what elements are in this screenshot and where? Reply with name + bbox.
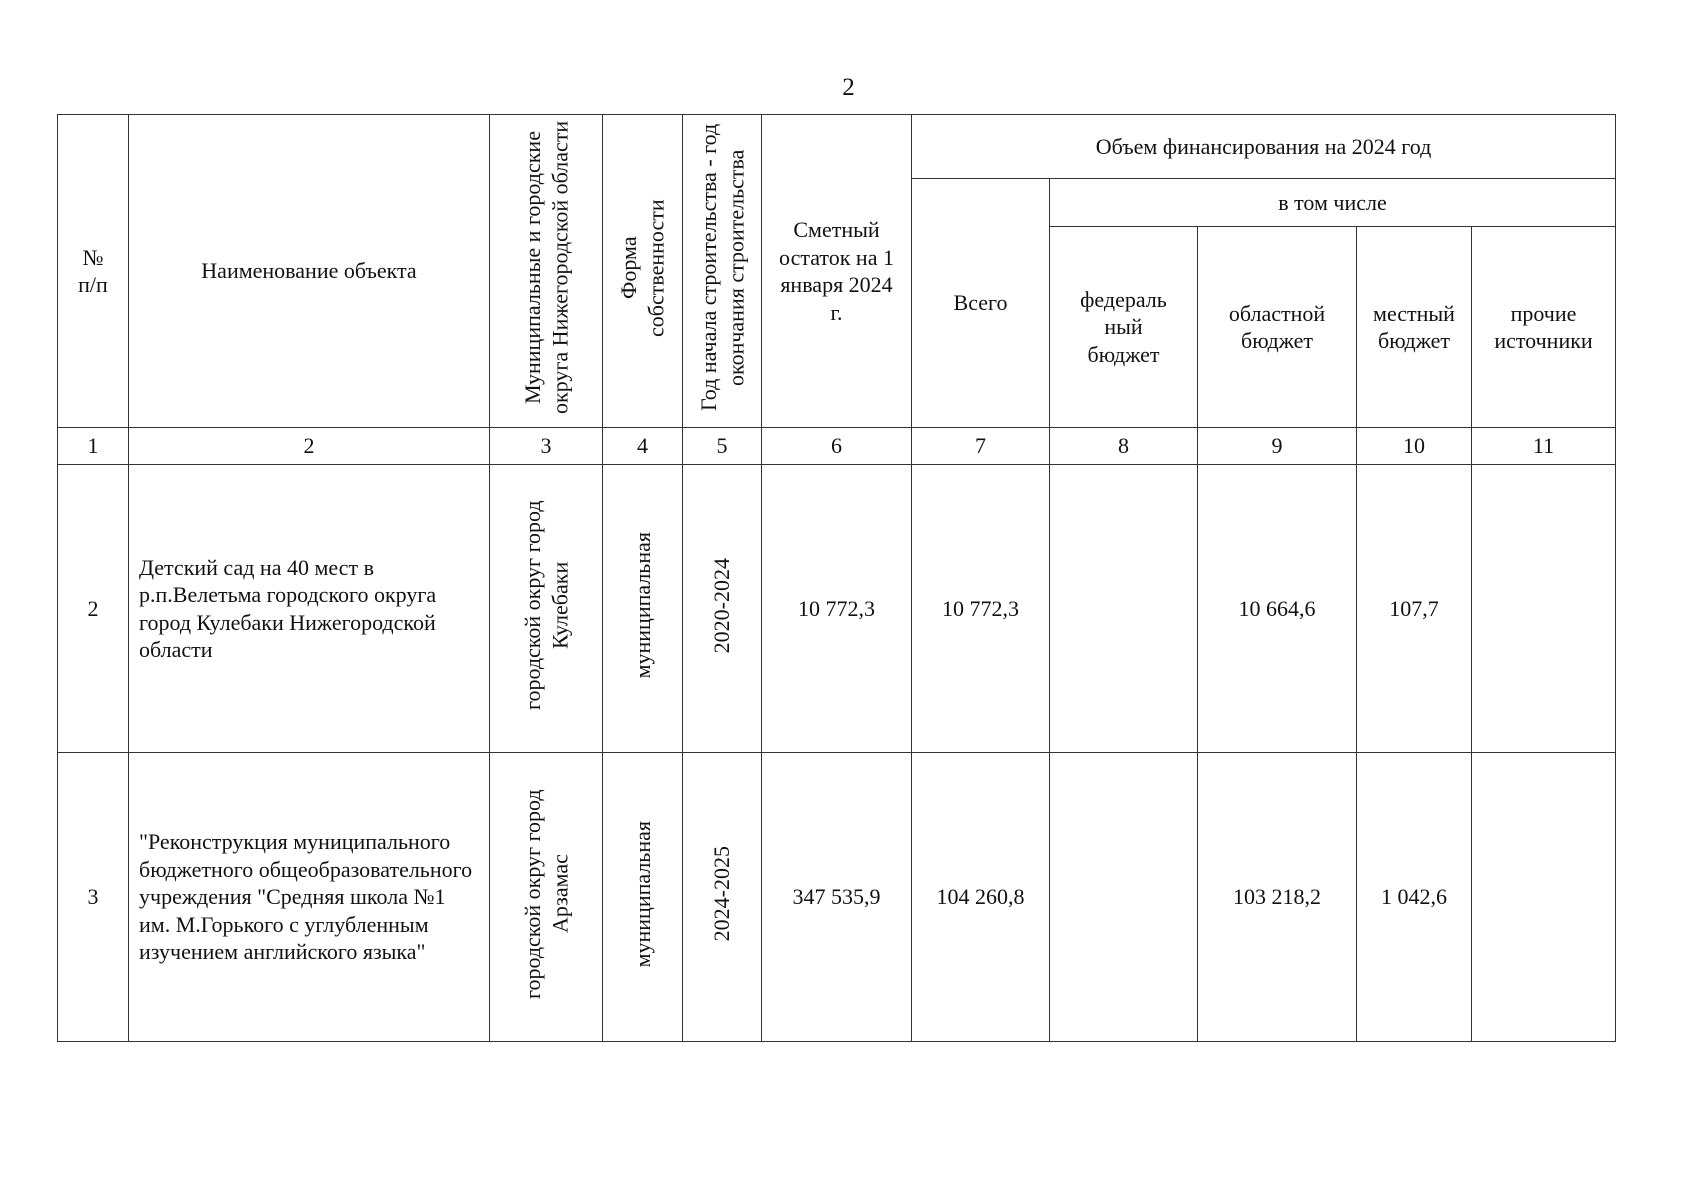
column-number-row xyxy=(58,428,1616,465)
column-number-cell: 10 xyxy=(1357,428,1472,465)
table-row xyxy=(58,753,1616,1042)
header-local-label: местный бюджет xyxy=(1373,300,1455,353)
header-years-label: Год начала строительства - год окончания строительства xyxy=(695,124,748,412)
row-name: "Реконструкция муниципального бюджетного общеобразовательного учреждения "Средняя школа №1 им. М.Горького с углубленным изучением английского языка" xyxy=(129,753,490,1042)
header-financing-label: Объем финансирования на 2024 год xyxy=(1095,133,1432,159)
column-number-cell: 1 xyxy=(58,428,129,465)
row-ownership-text: муниципальная xyxy=(629,820,655,967)
header-estimate-label: Сметный остаток на 1 января 2024 г. xyxy=(779,217,894,325)
row-municipality xyxy=(490,465,603,753)
row-regional: 10 664,6 xyxy=(1198,465,1357,753)
header-other xyxy=(1472,227,1616,428)
column-number-cell: 3 xyxy=(490,428,603,465)
header-including xyxy=(1050,179,1616,227)
header-municipality-label: Муниципальные и городские округа Нижегородской области xyxy=(519,121,572,415)
row-ownership xyxy=(603,753,683,1042)
row-municipality-text: городской округ город Кулебаки xyxy=(519,500,572,711)
row-years-text: 2024-2025 xyxy=(709,846,735,942)
header-financing xyxy=(912,115,1616,179)
column-number-cell: 11 xyxy=(1472,428,1616,465)
header-municipality xyxy=(490,115,603,428)
header-total xyxy=(912,179,1050,428)
header-federal xyxy=(1050,227,1198,428)
column-number-cell: 4 xyxy=(603,428,683,465)
column-number-cell: 2 xyxy=(129,428,490,465)
header-name-label: Наименование объекта xyxy=(201,258,417,284)
header-num-label: № п/п xyxy=(78,244,108,297)
row-ownership-text: муниципальная xyxy=(629,532,655,679)
row-years xyxy=(683,753,762,1042)
header-num xyxy=(58,115,129,428)
header-total-label: Всего xyxy=(953,290,1008,316)
header-including-label: в том числе xyxy=(1278,189,1387,215)
column-number-cell: 7 xyxy=(912,428,1050,465)
row-federal xyxy=(1050,465,1198,753)
row-ownership xyxy=(603,465,683,753)
table-row xyxy=(58,465,1616,753)
row-years-text: 2020-2024 xyxy=(709,557,735,653)
header-local xyxy=(1357,227,1472,428)
row-total: 10 772,3 xyxy=(912,465,1050,753)
header-other-label: прочие источники xyxy=(1494,300,1593,353)
column-number-cell: 6 xyxy=(762,428,912,465)
row-total: 104 260,8 xyxy=(912,753,1050,1042)
row-local: 107,7 xyxy=(1357,465,1472,753)
column-number-cell: 9 xyxy=(1198,428,1357,465)
row-other xyxy=(1472,753,1616,1042)
header-estimate xyxy=(762,115,912,428)
row-regional: 103 218,2 xyxy=(1198,753,1357,1042)
row-num: 3 xyxy=(58,753,129,1042)
row-estimate: 347 535,9 xyxy=(762,753,912,1042)
row-estimate: 10 772,3 xyxy=(762,465,912,753)
header-regional-label: областной бюджет xyxy=(1228,300,1326,353)
row-num: 2 xyxy=(58,465,129,753)
header-ownership xyxy=(603,115,683,428)
row-municipality-text: городской округ город Арзамас xyxy=(519,788,572,999)
row-municipality xyxy=(490,753,603,1042)
header-regional xyxy=(1198,227,1357,428)
row-other xyxy=(1472,465,1616,753)
row-federal xyxy=(1050,753,1198,1042)
header-years xyxy=(683,115,762,428)
construction-financing-table xyxy=(57,114,1616,1042)
header-name xyxy=(129,115,490,428)
column-number-cell: 5 xyxy=(683,428,762,465)
row-name: Детский сад на 40 мест в р.п.Велетьма городского округа город Кулебаки Нижегородской области xyxy=(129,465,490,753)
header-ownership-label: Форма собственности xyxy=(616,198,669,337)
page-number: 2 xyxy=(842,74,855,101)
header-row-1 xyxy=(58,115,1616,179)
row-local: 1 042,6 xyxy=(1357,753,1472,1042)
row-years xyxy=(683,465,762,753)
header-federal-label: федераль ный бюджет xyxy=(1080,286,1167,367)
column-number-cell: 8 xyxy=(1050,428,1198,465)
